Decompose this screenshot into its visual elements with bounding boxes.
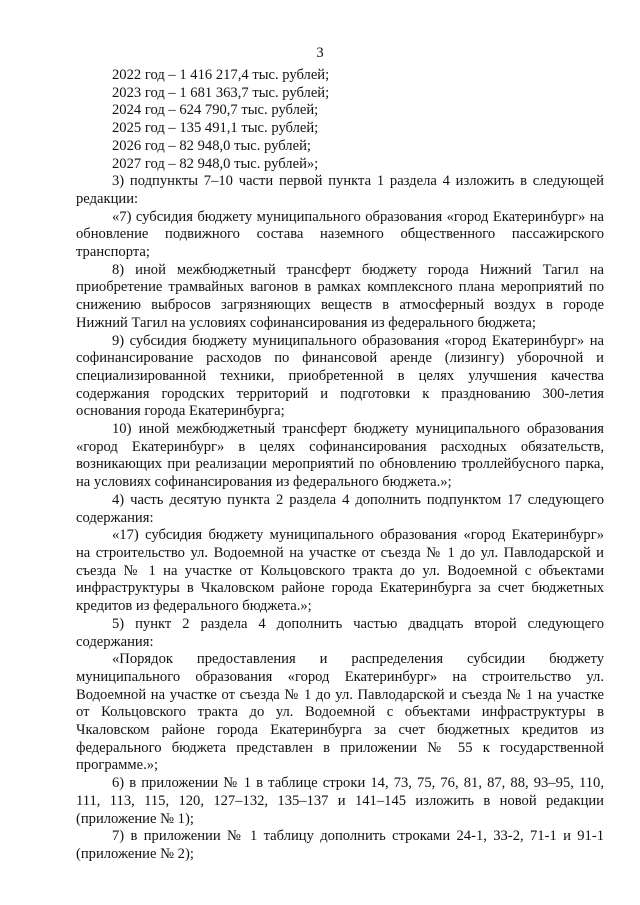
- amendment-paragraph: 4) часть десятую пункта 2 раздела 4 дополнить подпунктом 17 следующего содержания:: [76, 491, 604, 526]
- subsidy-item-7: «7) субсидия бюджету муниципального образования «город Екатеринбург» на обновление подвижного состава наземного общественного пассажирского транспорта;: [76, 208, 604, 261]
- funding-year-line: 2022 год – 1 416 217,4 тыс. рублей;: [112, 67, 330, 83]
- funding-year-line: 2023 год – 1 681 363,7 тыс. рублей;: [112, 84, 330, 101]
- procedure-paragraph: «Порядок предоставления и распределения субсидии бюджету муниципального образования «город Екатеринбург» на строительство ул. Водоемной на участке от съезда № 1 до ул. Павлодарской и съезда № 1 на участке от Кольцовского тракта до ул. Водоемной с объектами инфраструктуры в Чкаловском районе города Екатеринбурга за счет бюджетных кредитов из федерального бюджета представлен в приложении № 55 к государственной программе.»;: [76, 651, 604, 774]
- document-body: [76, 67, 604, 864]
- funding-year-line: 2024 год – 624 790,7 тыс. рублей;: [112, 102, 319, 119]
- funding-year-line: 2027 год – 82 948,0 тыс. рублей»;: [112, 155, 319, 172]
- amendment-paragraph: 6) в приложении № 1 в таблице строки 14, 73, 75, 76, 81, 87, 88, 93–95, 110, 111, 113, 115, 120, 127–132, 135–137 и 141–145 изложить в новой редакции (приложение № 1);: [76, 775, 604, 827]
- amendment-paragraph: 5) пункт 2 раздела 4 дополнить частью двадцать второй следующего содержания:: [76, 615, 604, 650]
- amendment-paragraph: 3) подпункты 7–10 части первой пункта 1 раздела 4 изложить в следующей редакции:: [76, 173, 604, 207]
- transfer-item-10: 10) иной межбюджетный трансферт бюджету муниципального образования «город Екатеринбург» в целях софинансирования расходных обязательств, возникающих при реализации мероприятий по обновлению троллейбусного парка, на условиях софинансирования из федерального бюджета.»;: [76, 421, 604, 491]
- page-number: 3: [316, 45, 324, 61]
- transfer-item-8: 8) иной межбюджетный трансферт бюджету города Нижний Тагил на приобретение трамвайных вагонов в рамках комплексного плана мероприятий по снижению выбросов загрязняющих веществ в атмосферный воздух в городе Нижний Тагил на условиях софинансирования из федерального бюджета;: [76, 261, 604, 331]
- subsidy-item-9: 9) субсидия бюджету муниципального образования «город Екатеринбург» на софинансирование расходов по финансовой аренде (лизингу) уборочной и специализированной техники, приобретенной в целях улучшения качества содержания городских территорий и подготовки к празднованию 300-летия основания города Екатеринбурга;: [76, 332, 604, 420]
- funding-year-line: 2026 год – 82 948,0 тыс. рублей;: [112, 137, 311, 154]
- subsidy-item-17: «17) субсидия бюджету муниципального образования «город Екатеринбург» на строительство ул. Водоемной на участке от съезда № 1 до ул. Павлодарской и съезда № 1 на участке от Кольцовского тракта до ул. Водоемной с объектами инфраструктуры в Чкаловском районе города Екатеринбурга за счет бюджетных кредитов из федерального бюджета.»;: [76, 527, 604, 615]
- amendment-paragraph: 7) в приложении № 1 таблицу дополнить строками 24-1, 33-2, 71-1 и 91-1 (приложение № 2);: [76, 828, 604, 862]
- funding-year-line: 2025 год – 135 491,1 тыс. рублей;: [112, 120, 319, 137]
